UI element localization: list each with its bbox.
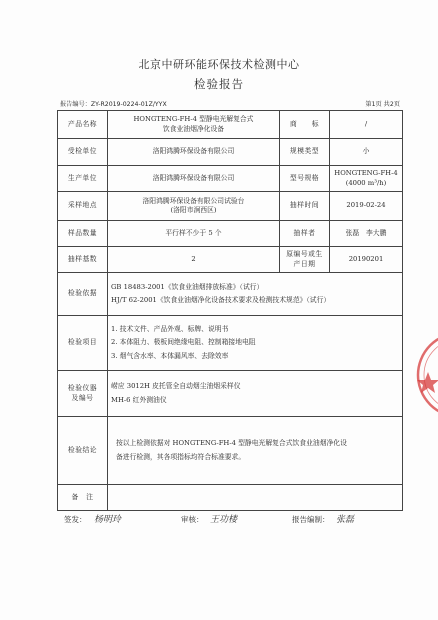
sampling-site-value: 洛阳鸿腾环保设备有限公司试验台 (洛阳市涧西区) (108, 192, 280, 221)
report-title: 检验报告 (194, 77, 244, 91)
table-row (58, 371, 403, 417)
test-items-label: 检验项目 (58, 316, 108, 371)
table-row (58, 111, 403, 139)
inspected-unit-value: 洛阳鸿腾环保设备有限公司 (108, 139, 280, 166)
sample-quantity-value: 平行样不少于 5 个 (108, 221, 280, 247)
sampling-date-label: 抽样时间 (280, 192, 330, 221)
table-row (58, 485, 403, 511)
sampler-value: 张磊 李大鹏 (330, 221, 403, 247)
producer-value: 洛阳鸿腾环保设备有限公司 (108, 166, 280, 192)
sampling-site-label: 采样地点 (58, 192, 108, 221)
organization-name: 北京中研环能环保技术检测中心 (138, 58, 300, 71)
reviewer-signature: 王功楼 (210, 515, 238, 525)
sample-quantity-label: 样品数量 (58, 221, 108, 247)
trademark-value: / (330, 111, 403, 139)
table-row (58, 192, 403, 221)
test-basis-value: GB 18483-2001《饮食业油烟排放标准》（试行） HJ/T 62-2001《饮食业油烟净化设备技术要求及检测技术规范》（试行） (108, 273, 403, 316)
instruments-value: 崂应 3012H 皮托管全自动烟尘油烟采样仪 MH-6 红外测油仪 (108, 371, 403, 417)
sampling-base-value: 2 (108, 247, 280, 273)
table-row (58, 221, 403, 247)
conclusion-value: 按以上检测依据对 HONGTENG-FH-4 型静电光解复合式饮食业油烟净化设 备进行检测，其各项指标均符合标准要求。 (108, 417, 403, 485)
official-seal-icon (410, 320, 438, 430)
compiler-signature: 张磊 (336, 515, 355, 525)
table-row (58, 247, 403, 273)
scale-type-label: 规模类型 (280, 139, 330, 166)
page-indicator: 第1页 共2页 (365, 101, 400, 108)
conclusion-label: 检验结论 (58, 417, 108, 485)
original-number-label: 原编号或生 产日期 (280, 247, 330, 273)
sampling-date-value: 2019-02-24 (330, 192, 403, 221)
report-number: 报告编号：ZY-R2019-0224-01Z/YYX (60, 101, 167, 108)
scale-type-value: 小 (330, 139, 403, 166)
table-row (58, 417, 403, 485)
model-value: HONGTENG-FH-4 (4000 m³/h) (330, 166, 403, 192)
trademark-label: 商 标 (280, 111, 330, 139)
product-value: HONGTENG-FH-4 型静电光解复合式 饮食业油烟净化设备 (108, 111, 280, 139)
reviewer-label: 审核： (181, 515, 204, 524)
instruments-label: 检验仪器 及编号 (58, 371, 108, 417)
compiler-label: 报告编制： (292, 515, 330, 524)
test-items-value: 1. 技术文件、产品外观、标牌、说明书 2. 本体阻力、极板间绝缘电阻、控制箱接地电阻 3. 烟气含水率、本体漏风率、去除效率 (108, 316, 403, 371)
sampling-base-label: 抽样基数 (58, 247, 108, 273)
report-table (57, 110, 403, 511)
inspected-unit-label: 受检单位 (58, 139, 108, 166)
table-row (58, 139, 403, 166)
product-label: 产品名称 (58, 111, 108, 139)
producer-label: 生产单位 (58, 166, 108, 192)
table-row (58, 316, 403, 371)
issuer-label: 签发： (64, 515, 87, 524)
test-basis-label: 检验依据 (58, 273, 108, 316)
issuer-signature: 杨明玲 (94, 515, 122, 525)
original-number-value: 20190201 (330, 247, 403, 273)
table-row (58, 273, 403, 316)
remarks-label: 备 注 (58, 485, 108, 511)
remarks-value (108, 485, 403, 511)
table-row (58, 166, 403, 192)
model-label: 型号规格 (280, 166, 330, 192)
sampler-label: 抽样者 (280, 221, 330, 247)
